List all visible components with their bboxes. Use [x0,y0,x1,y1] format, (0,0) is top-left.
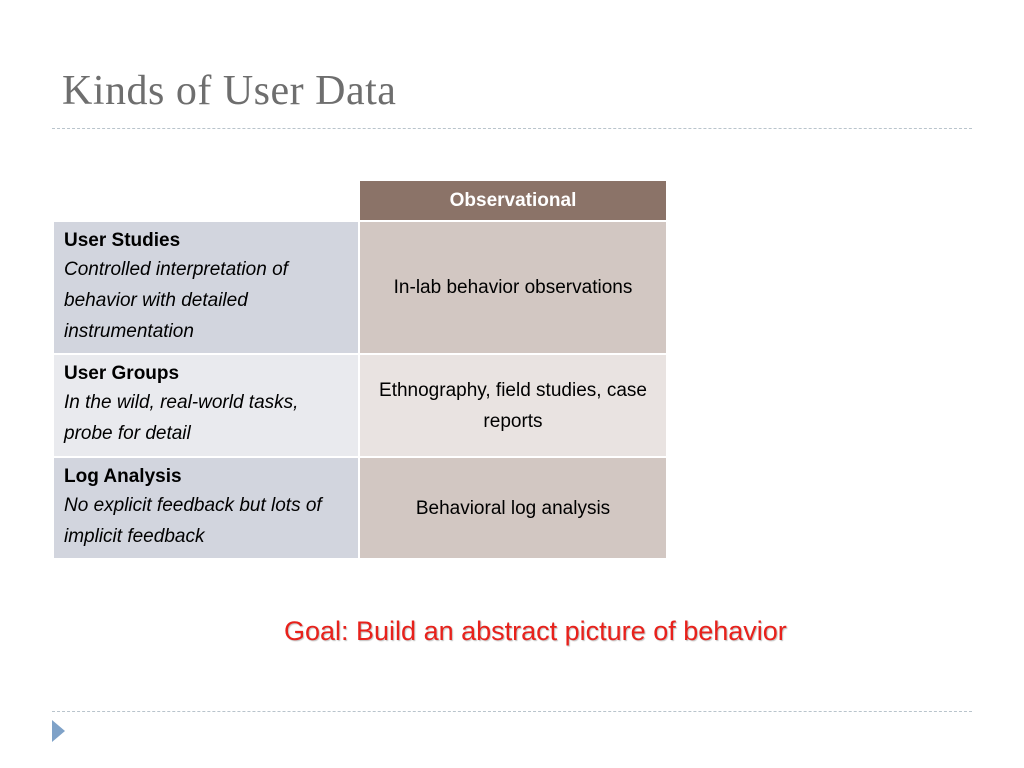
footer-divider [52,711,972,712]
table-row [53,221,667,354]
row-description: No explicit feedback but lots of implicit feedback [64,495,322,547]
table-corner-cell [53,180,359,221]
table-row [53,354,667,457]
user-data-table [52,179,668,560]
play-arrow-icon[interactable] [52,720,65,742]
row-description: Controlled interpretation of behavior with detailed instrumentation [64,259,288,342]
observational-cell: In-lab behavior observations [359,221,667,354]
row-description: In the wild, real-world tasks, probe for detail [64,392,299,444]
slide-title: Kinds of User Data [62,68,397,114]
column-header-observational: Observational [359,180,667,221]
row-label-cell [53,354,359,457]
observational-cell: Ethnography, field studies, case reports [359,354,667,457]
table-header-row [53,180,667,221]
observational-cell: Behavioral log analysis [359,457,667,559]
table-row [53,457,667,559]
row-label-cell [53,457,359,559]
row-label-cell [53,221,359,354]
title-divider [52,128,972,129]
row-name: User Studies [64,230,181,251]
row-name: Log Analysis [64,466,182,487]
row-name: User Groups [64,363,180,384]
goal-statement: Goal: Build an abstract picture of behavior [284,616,787,646]
